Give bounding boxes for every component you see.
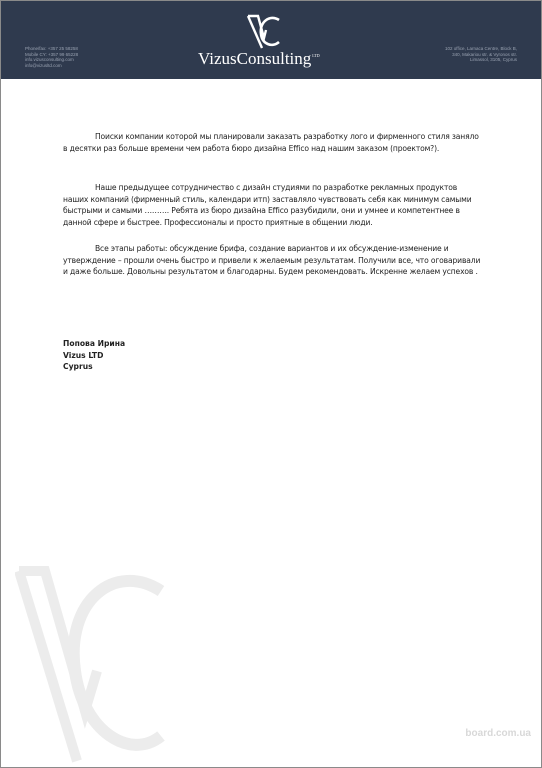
paragraph-text: Поиски компании которой мы планировали заказать разработку лого и фирменного стиля заняло в десятки раз больше времени чем работа бюро дизайна Effico над нашим заказом (проектом?).: [63, 132, 479, 153]
brand-suffix: LTD: [312, 53, 320, 58]
signature-block: [63, 338, 125, 373]
vc-logo-icon: [246, 14, 282, 50]
contact-line: Phone/fax: +357 25 58258: [25, 46, 78, 51]
address-line: 340, Makariou str. & Vyronos str.: [452, 51, 517, 57]
signature-name: Попова Ирина: [63, 339, 126, 348]
vc-watermark-icon: [15, 561, 165, 766]
brand-name-text: VizusConsulting: [198, 49, 312, 68]
contact-info-right: [445, 46, 517, 63]
contact-line: info@vizusltd.com: [25, 62, 62, 68]
contact-line: Mobile CY: +357 99 65228: [25, 51, 79, 57]
contact-line: info.vizusconsulting.com: [25, 57, 74, 62]
letter-paragraph: [63, 243, 483, 278]
site-watermark-text: board.com.ua: [465, 728, 531, 739]
contact-info-left: [25, 46, 78, 68]
signature-company: Vizus LTD: [63, 350, 104, 360]
address-line: Limassol, 3105, Cyprus: [469, 57, 517, 62]
signature-country: Cyprus: [63, 362, 93, 372]
letter-paragraph: [63, 131, 483, 154]
paragraph-text: Наше предыдущее сотрудничество с дизайн студиями по разработке рекламных продуктов наших компаний (фирменный стиль, календари итп) заставляло чувствовать себя как минимум самыми быстрыми и самыми ………. Ребята из бюро дизайна Effico разубидили, они и умнее и компетентнее в данной сфере и быстрее. Профессионалы и просто приятные в общении люди.: [63, 183, 472, 227]
letterhead-header: [1, 1, 541, 79]
paragraph-text: Все этапы работы: обсуждение брифа, создание вариантов и их обсуждение-изменение и утверждение – прошли очень быстро и привели к желаемым результатам. Получили все, что оговаривали и даже больше. Довольны результатом и благодарны. Будем рекомендовать. Искренне желаем успехов .: [63, 244, 481, 277]
brand-name: [198, 49, 338, 69]
address-line: 102 office, Larnaca Centre, Block B,: [445, 46, 517, 51]
letter-paragraph: [63, 182, 483, 228]
